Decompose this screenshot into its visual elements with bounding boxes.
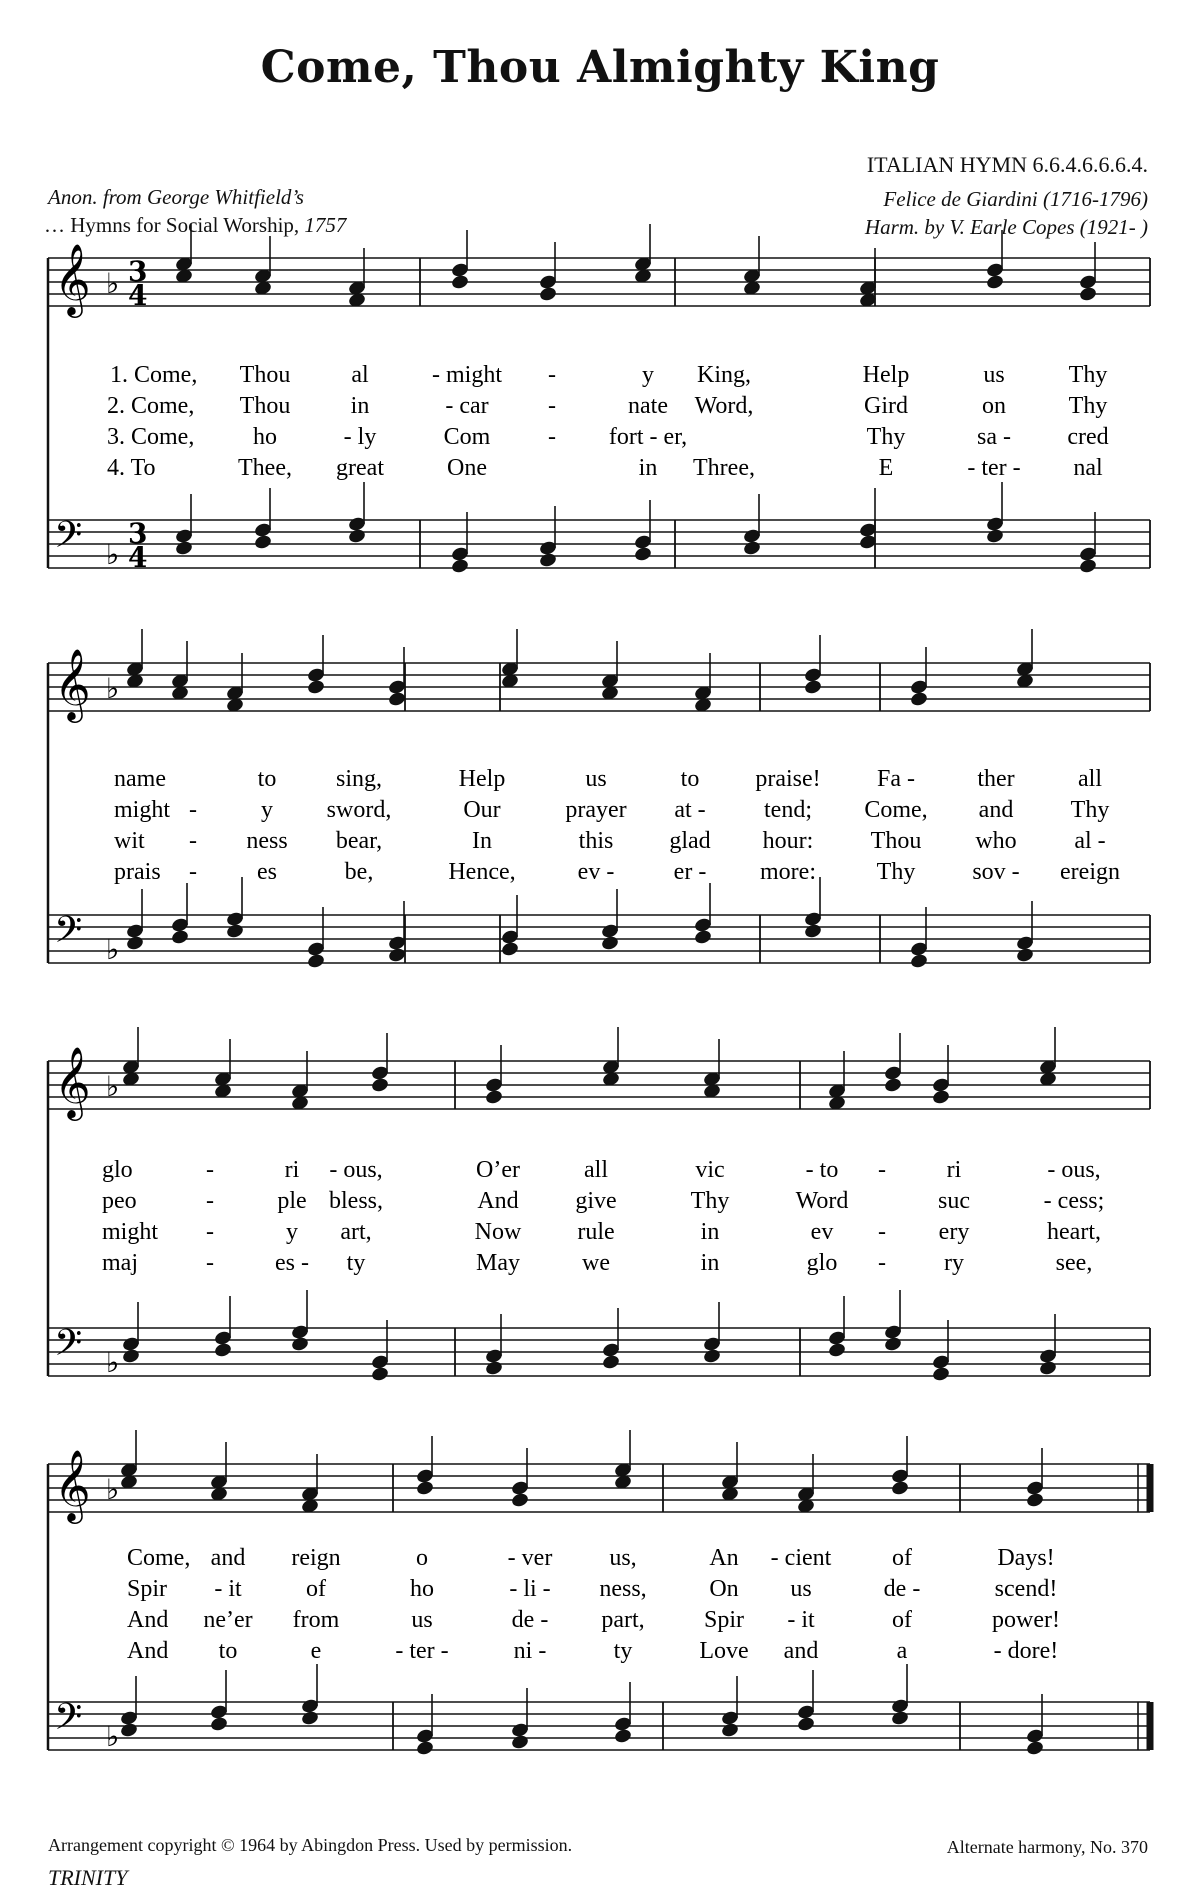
lyric-syllable: scend! <box>994 1576 1058 1602</box>
lyric-syllable: Com <box>443 424 491 450</box>
lyric-syllable: In <box>472 828 492 854</box>
lyric-syllable: Three, <box>693 455 755 481</box>
note-head <box>170 929 189 946</box>
lyric-syllable: ther <box>977 766 1015 792</box>
lyric-syllable: fort - er, <box>608 424 688 450</box>
note-head <box>538 286 557 303</box>
note-head <box>600 935 619 952</box>
lyric-syllable: ev - <box>577 859 615 885</box>
lyric-syllable: Spir <box>703 1607 745 1633</box>
lyric-syllable: ereign <box>1060 859 1120 885</box>
lyric-syllable: Help <box>862 362 910 388</box>
note-head <box>510 1734 529 1751</box>
note-head <box>1015 947 1034 964</box>
note-head <box>387 947 406 964</box>
lyric-syllable: praise! <box>755 766 821 792</box>
treble-clef-icon: 𝄞 <box>54 1448 91 1521</box>
text-source-prefix: … Hymns for Social Worship, <box>44 213 305 237</box>
bass-clef-icon: 𝄢 <box>54 514 83 565</box>
lyric-syllable: nal <box>1073 455 1103 481</box>
lyric-syllable: - <box>206 1219 214 1245</box>
lyric-syllable: - <box>189 797 197 823</box>
lyric-syllable: - ous, <box>329 1157 383 1183</box>
note-head <box>213 1342 232 1359</box>
lyric-syllable: es - <box>275 1250 309 1276</box>
time-signature-top: 3 <box>128 255 148 288</box>
note-head <box>1038 1360 1057 1377</box>
note-head <box>796 1716 815 1733</box>
lyric-syllable: in <box>350 393 370 419</box>
lyric-syllable: to <box>257 766 277 792</box>
lyric-syllable: And <box>127 1638 169 1664</box>
lyric-syllable: in <box>638 455 658 481</box>
lyric-syllable: - ter - <box>967 455 1021 481</box>
note-head <box>510 1492 529 1509</box>
lyric-syllable: - it <box>787 1607 815 1633</box>
lyric-syllable: 4. To <box>107 455 156 481</box>
lyric-syllable: a <box>896 1638 908 1664</box>
note-head <box>121 1348 140 1365</box>
note-head <box>415 1740 434 1757</box>
note-head <box>985 528 1004 545</box>
text-source-year: 1757 <box>304 213 347 237</box>
lyric-syllable: - cess; <box>1043 1188 1105 1214</box>
lyric-syllable: to <box>218 1638 238 1664</box>
lyric-syllable: reign <box>291 1545 341 1571</box>
lyric-syllable: ery <box>938 1219 970 1245</box>
lyric-syllable: sing, <box>335 766 383 792</box>
note-head <box>174 540 193 557</box>
lyric-syllable: Thee, <box>238 455 292 481</box>
lyric-syllable: y <box>261 797 273 823</box>
note-head <box>909 953 928 970</box>
lyric-syllable: - <box>878 1219 886 1245</box>
lyric-syllable: Hence, <box>448 859 516 885</box>
lyric-syllable: all <box>1078 766 1102 792</box>
lyric-syllable: - li - <box>509 1576 551 1602</box>
note-head <box>370 1077 389 1094</box>
harmonizer-credit: Harm. by V. Earle Copes (1921- ) <box>864 215 1148 239</box>
lyric-syllable: er - <box>673 859 707 885</box>
time-signature-top: 3 <box>128 517 148 550</box>
lyric-syllable: sov - <box>972 859 1020 885</box>
treble-clef-icon: 𝄞 <box>54 1045 91 1118</box>
note-head <box>827 1342 846 1359</box>
lyric-syllable: y <box>642 362 654 388</box>
lyric-syllable: nate <box>628 393 668 419</box>
lyric-syllable: might <box>102 1219 159 1245</box>
note-head <box>742 540 761 557</box>
bass-clef-icon: 𝄢 <box>54 1696 83 1747</box>
note-head <box>450 274 469 291</box>
lyric-syllable: And <box>477 1188 519 1214</box>
lyric-syllable: Thy <box>876 859 916 885</box>
lyric-syllable: wit <box>114 828 145 854</box>
lyric-syllable: Word, <box>694 393 754 419</box>
note-head <box>253 534 272 551</box>
flat-icon: ♭ <box>106 538 120 571</box>
lyric-syllable: hour: <box>762 828 814 854</box>
lyric-syllable: this <box>578 828 614 854</box>
note-head <box>290 1336 309 1353</box>
lyric-syllable: maj <box>102 1250 138 1276</box>
lyric-syllable: - <box>878 1157 886 1183</box>
lyric-syllable: Now <box>474 1219 522 1245</box>
lyric-syllable: al <box>351 362 369 388</box>
lyric-syllable: give <box>575 1188 617 1214</box>
composer-credit: Felice de Giardini (1716-1796) <box>883 187 1148 211</box>
lyric-syllable: - <box>878 1250 886 1276</box>
lyric-syllable: Love <box>699 1638 749 1664</box>
note-head <box>306 953 325 970</box>
flat-icon: ♭ <box>106 933 120 966</box>
note-head <box>387 691 406 708</box>
flat-icon: ♭ <box>106 672 120 705</box>
lyric-syllable: us, <box>609 1545 637 1571</box>
lyric-syllable: ho <box>253 424 277 450</box>
lyric-syllable: ne’er <box>203 1607 253 1633</box>
lyric-syllable: Help <box>458 766 506 792</box>
lyric-syllable: - <box>548 362 556 388</box>
note-head <box>300 1710 319 1727</box>
lyric-syllable: - <box>548 424 556 450</box>
copyright-notice: Arrangement copyright © 1964 by Abingdon Press. Used by permission. <box>48 1835 573 1855</box>
hymn-title: Come, Thou Almighty King <box>260 42 940 93</box>
lyric-syllable: we <box>582 1250 610 1276</box>
lyric-syllable: Fa - <box>877 766 915 792</box>
lyric-syllable: from <box>292 1607 340 1633</box>
note-head <box>450 558 469 575</box>
lyric-syllable: 1. Come, <box>110 362 198 388</box>
note-head <box>702 1348 721 1365</box>
note-head <box>484 1360 503 1377</box>
lyric-syllable: see, <box>1055 1250 1093 1276</box>
note-head <box>225 923 244 940</box>
lyric-syllable: great <box>336 455 384 481</box>
lyric-syllable: Thy <box>1070 797 1110 823</box>
note-head <box>803 679 822 696</box>
lyric-syllable: heart, <box>1047 1219 1101 1245</box>
lyric-syllable: part, <box>601 1607 645 1633</box>
lyric-syllable: O’er <box>476 1157 520 1183</box>
lyric-syllable: us <box>983 362 1005 388</box>
note-head <box>883 1336 902 1353</box>
flat-icon: ♭ <box>106 267 120 300</box>
note-head <box>890 1480 909 1497</box>
flat-icon: ♭ <box>106 1473 120 1506</box>
lyric-syllable: On <box>709 1576 739 1602</box>
alternate-harmony-note: Alternate harmony, No. 370 <box>946 1837 1148 1857</box>
lyric-syllable: Thy <box>866 424 906 450</box>
lyric-syllable: Thy <box>1068 393 1108 419</box>
lyric-syllable: Thou <box>239 393 291 419</box>
time-signature-bottom: 4 <box>128 541 148 574</box>
lyric-syllable: - cient <box>770 1545 832 1571</box>
lyric-syllable: An <box>709 1545 739 1571</box>
note-head <box>613 1728 632 1745</box>
lyric-syllable: y <box>286 1219 298 1245</box>
text-source-line-1: Anon. from George Whitfield’s <box>48 185 304 209</box>
note-head <box>720 1722 739 1739</box>
lyric-syllable: Come, <box>127 1545 191 1571</box>
lyric-syllable: of <box>306 1576 326 1602</box>
lyric-syllable: bear, <box>335 828 383 854</box>
lyric-syllable: peo <box>102 1188 137 1214</box>
note-head <box>985 274 1004 291</box>
lyric-syllable: us <box>411 1607 433 1633</box>
note-head <box>693 929 712 946</box>
note-head <box>119 1722 138 1739</box>
lyric-syllable: ri <box>946 1157 962 1183</box>
lyric-syllable: of <box>892 1607 912 1633</box>
bass-clef-icon: 𝄢 <box>54 1322 83 1373</box>
lyric-syllable: al - <box>1074 828 1106 854</box>
lyric-syllable: - ous, <box>1047 1157 1101 1183</box>
lyric-syllable: name <box>114 766 166 792</box>
lyric-syllable: glo <box>102 1157 133 1183</box>
lyric-syllable: to <box>680 766 700 792</box>
lyric-syllable: And <box>127 1607 169 1633</box>
lyric-syllable: King, <box>697 362 751 388</box>
lyric-syllable: - ver <box>507 1545 553 1571</box>
lyric-syllable: ple <box>277 1188 307 1214</box>
lyric-syllable: - to <box>805 1157 839 1183</box>
lyric-syllable: power! <box>992 1607 1060 1633</box>
note-head <box>931 1089 950 1106</box>
treble-clef-icon: 𝄞 <box>54 242 91 315</box>
lyric-syllable: ho <box>410 1576 434 1602</box>
flat-icon: ♭ <box>106 1720 120 1753</box>
lyric-syllable: de - <box>511 1607 549 1633</box>
lyric-syllable: Word <box>795 1188 849 1214</box>
lyric-syllable: in <box>700 1219 720 1245</box>
lyric-syllable: - car <box>445 393 489 419</box>
lyric-syllable: ni - <box>513 1638 547 1664</box>
lyric-syllable: tend; <box>764 797 812 823</box>
lyric-syllable: ness <box>246 828 288 854</box>
note-head <box>1025 1492 1044 1509</box>
note-head <box>803 923 822 940</box>
note-head <box>484 1089 503 1106</box>
lyric-syllable: art, <box>340 1219 372 1245</box>
lyric-syllable: in <box>700 1250 720 1276</box>
lyric-syllable: - ly <box>343 424 377 450</box>
lyric-syllable: on <box>982 393 1006 419</box>
lyric-syllable: glo <box>806 1250 838 1276</box>
lyric-syllable: prayer <box>565 797 627 823</box>
note-head <box>1025 1740 1044 1757</box>
lyric-syllable: ry <box>944 1250 964 1276</box>
lyric-syllable: Come, <box>864 797 928 823</box>
lyric-syllable: more: <box>760 859 816 885</box>
lyric-syllable: sword, <box>326 797 392 823</box>
lyric-syllable: prais <box>114 859 161 885</box>
lyric-syllable: bless, <box>329 1188 383 1214</box>
lyric-syllable: Spir <box>127 1576 168 1602</box>
lyric-syllable: sa - <box>977 424 1011 450</box>
lyric-syllable: and <box>210 1545 246 1571</box>
lyric-syllable: vic <box>695 1157 725 1183</box>
lyric-syllable: - <box>206 1250 214 1276</box>
lyric-syllable: ness, <box>599 1576 647 1602</box>
lyric-syllable: who <box>975 828 1017 854</box>
lyric-syllable: E <box>878 455 894 481</box>
lyric-syllable: Thy <box>690 1188 730 1214</box>
lyric-syllable: be, <box>344 859 374 885</box>
lyric-syllable: Thou <box>239 362 291 388</box>
note-head <box>125 935 144 952</box>
lyric-syllable: - might <box>432 362 502 388</box>
lyric-syllable: - <box>206 1188 214 1214</box>
note-head <box>1078 558 1097 575</box>
lyric-syllable: May <box>476 1250 520 1276</box>
treble-clef-icon: 𝄞 <box>54 647 91 720</box>
flat-icon: ♭ <box>106 1070 120 1103</box>
note-head <box>370 1366 389 1383</box>
note-head <box>306 679 325 696</box>
note-head <box>209 1716 228 1733</box>
note-head <box>347 528 366 545</box>
lyric-syllable: at - <box>674 797 706 823</box>
lyric-syllable: 3. Come, <box>107 424 195 450</box>
note-head <box>633 546 652 563</box>
flat-icon: ♭ <box>106 1346 120 1379</box>
lyric-syllable: - <box>548 393 556 419</box>
note-head <box>931 1366 950 1383</box>
lyric-syllable: Our <box>463 797 501 823</box>
lyric-syllable: - <box>189 828 197 854</box>
lyric-syllable: Thou <box>870 828 922 854</box>
note-head <box>601 1354 620 1371</box>
lyric-syllable: es <box>257 859 277 885</box>
lyric-syllable: ty <box>613 1638 633 1664</box>
lyric-syllable: might <box>114 797 171 823</box>
lyric-syllable: ri <box>284 1157 300 1183</box>
lyric-syllable: us <box>790 1576 812 1602</box>
lyric-syllable: cred <box>1067 424 1109 450</box>
lyric-syllable: suc <box>938 1188 970 1214</box>
note-head <box>1078 286 1097 303</box>
lyric-syllable: us <box>585 766 607 792</box>
note-head <box>538 552 557 569</box>
lyric-syllable: Thy <box>1068 362 1108 388</box>
lyric-syllable: rule <box>577 1219 615 1245</box>
tune-name: TRINITY <box>48 1865 128 1890</box>
lyric-syllable: ev <box>810 1219 834 1245</box>
lyric-syllable: - dore! <box>993 1638 1059 1664</box>
time-signature-bottom: 4 <box>128 279 148 312</box>
bass-clef-icon: 𝄢 <box>54 909 83 960</box>
note-head <box>883 1077 902 1094</box>
note-head <box>415 1480 434 1497</box>
note-head <box>890 1710 909 1727</box>
tune-meter: ITALIAN HYMN 6.6.4.6.6.6.4. <box>866 152 1148 177</box>
lyric-syllable: One <box>447 455 487 481</box>
lyric-syllable: - <box>189 859 197 885</box>
lyric-syllable: of <box>892 1545 912 1571</box>
lyric-syllable: 2. Come, <box>107 393 195 419</box>
lyric-syllable: o <box>416 1545 428 1571</box>
lyric-syllable: Gird <box>864 393 908 419</box>
lyric-syllable: ty <box>346 1250 366 1276</box>
lyric-syllable: e <box>310 1638 322 1664</box>
lyric-syllable: glad <box>669 828 711 854</box>
lyric-syllable: - <box>206 1157 214 1183</box>
note-head <box>500 941 519 958</box>
lyric-syllable: - it <box>214 1576 242 1602</box>
lyric-syllable: de - <box>883 1576 921 1602</box>
lyric-syllable: Days! <box>997 1545 1055 1571</box>
lyric-syllable: and <box>978 797 1014 823</box>
lyric-syllable: - ter - <box>395 1638 449 1664</box>
note-head <box>909 691 928 708</box>
lyric-syllable: all <box>584 1157 608 1183</box>
lyric-syllable: and <box>783 1638 819 1664</box>
